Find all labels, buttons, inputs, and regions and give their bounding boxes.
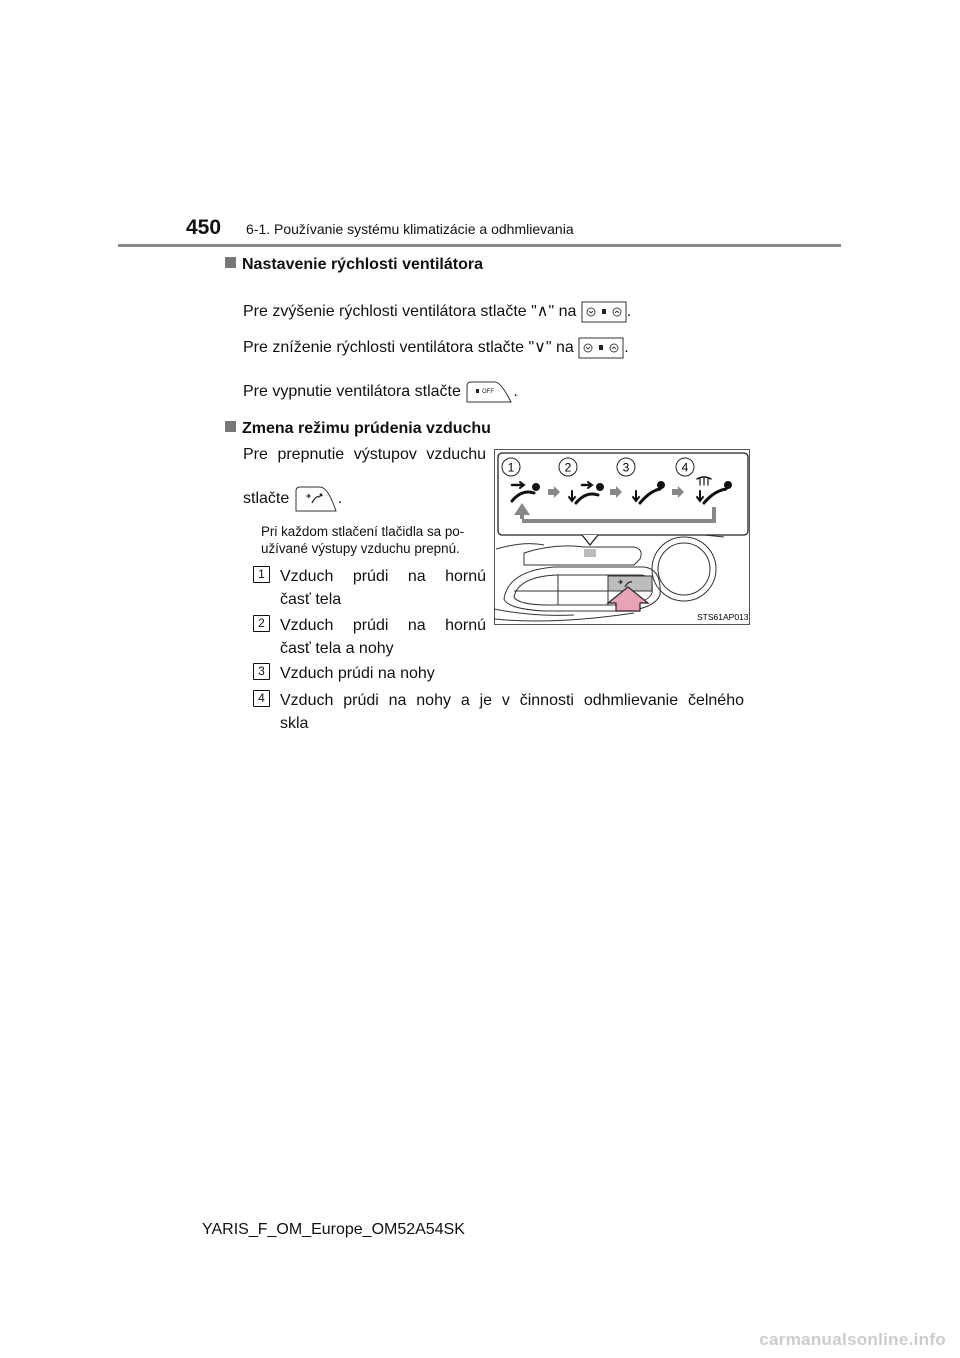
heading-text: Nastavenie rýchlosti ventilátora [242, 256, 483, 273]
text: Pre vypnutie ventilátora stlačte [243, 383, 461, 401]
section-heading-fan-speed [225, 256, 483, 274]
chapter-title: 6-1. Používanie systému klimatizácie a odhmlievania [246, 221, 574, 237]
item-text: Vzduch prúdi na hornú [280, 617, 486, 634]
off-label: OFF [482, 389, 495, 395]
bullet-square-icon [225, 257, 236, 268]
heading-text: Zmena režimu prúdenia vzduchu [242, 420, 491, 437]
footer-doc-id: YARIS_F_OM_Europe_OM52A54SK [202, 1221, 465, 1238]
header-rule [118, 244, 841, 247]
mode-button-icon [294, 485, 338, 513]
down-symbol: ∨ [534, 339, 546, 357]
text: " na [545, 339, 574, 357]
text: Pre zvýšenie rýchlosti ventilátora stlačte " [243, 303, 537, 321]
list-item [253, 614, 486, 660]
mode-label-3: 3 [622, 460, 630, 475]
list-item [253, 689, 744, 735]
text: Pre zníženie rýchlosti ventilátora stlačte " [243, 339, 535, 357]
intro-line-a: Pre prepnutie výstupov vzduchu [243, 446, 486, 463]
item-text: časť tela [280, 591, 342, 608]
item-text: Vzduch prúdi na nohy [280, 665, 435, 682]
figure-code: STS61AP013 [697, 612, 749, 622]
mode-label-4: 4 [681, 460, 689, 475]
mode-label-2: 2 [564, 460, 572, 475]
text: . [624, 339, 629, 357]
text: . [337, 490, 343, 508]
page-number: 450 [186, 216, 222, 239]
list-item [253, 662, 713, 685]
item-number-badge: 2 [253, 615, 270, 632]
mode-label-1: 1 [507, 460, 515, 475]
airflow-mode-figure [494, 449, 750, 625]
text: . [626, 303, 632, 321]
intro-line-b [243, 485, 342, 513]
note-line: Pri každom stlačení tlačidla sa po- [261, 524, 465, 539]
text: . [513, 383, 518, 401]
up-symbol: ∧ [536, 303, 549, 321]
watermark: carmanualsonline.info [759, 1330, 946, 1349]
bullet-square-icon [225, 421, 236, 432]
item-text: časť tela a nohy [280, 640, 394, 657]
item-text: Vzduch prúdi na hornú [280, 568, 486, 585]
paragraph-decrease [243, 336, 629, 360]
fan-speed-button-icon [578, 336, 624, 360]
list-item [253, 565, 486, 611]
text: " na [548, 303, 577, 321]
fan-off-button-icon [465, 380, 513, 404]
item-number-badge: 1 [253, 566, 270, 583]
item-number-badge: 3 [253, 663, 270, 680]
item-number-badge: 4 [253, 690, 270, 707]
text: stlačte [243, 490, 290, 508]
note [261, 523, 487, 557]
paragraph-off [243, 380, 518, 404]
paragraph-increase [243, 300, 631, 324]
note-line: užívané výstupy vzduchu prepnú. [261, 541, 460, 556]
fan-speed-button-icon [581, 300, 627, 324]
item-text: skla [280, 715, 309, 732]
section-heading-airflow [225, 420, 491, 438]
item-text: Vzduch prúdi na nohy a je v činnosti odhmlievanie čelného [280, 692, 744, 709]
